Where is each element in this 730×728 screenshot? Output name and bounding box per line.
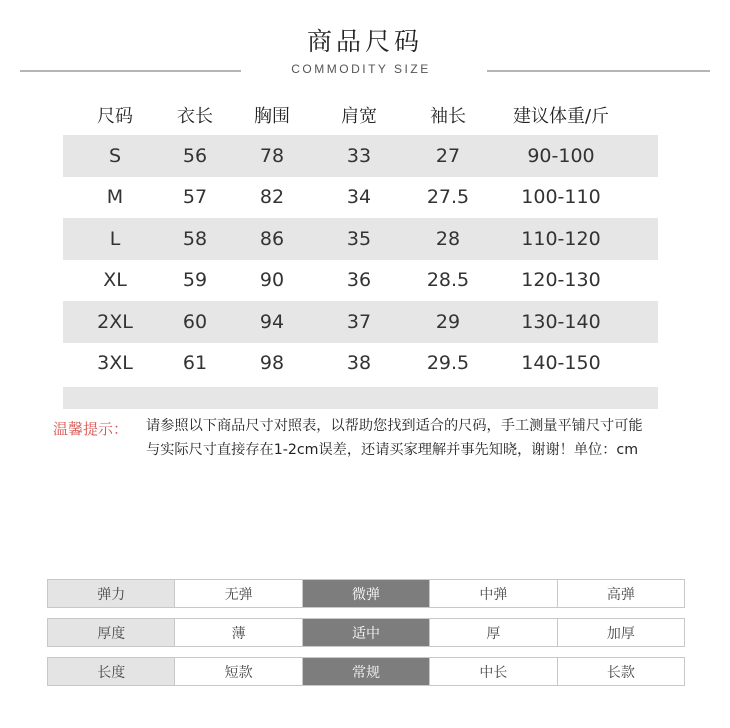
tips-label: 温馨提示： bbox=[53, 420, 129, 438]
table-cell: 82 bbox=[259, 186, 285, 209]
table-row bbox=[63, 301, 658, 343]
attribute-row-length bbox=[47, 657, 685, 686]
attribute-option: 适中 bbox=[302, 619, 429, 646]
attribute-label: 长度 bbox=[48, 658, 174, 685]
table-cell: M bbox=[106, 186, 124, 209]
column-header: 尺码 bbox=[97, 106, 133, 127]
column-header: 袖长 bbox=[430, 106, 466, 127]
table-cell: 94 bbox=[259, 310, 285, 333]
table-cell: 37 bbox=[346, 310, 372, 333]
size-table bbox=[63, 95, 658, 384]
table-cell: 3XL bbox=[97, 352, 133, 375]
page-title: 商品尺码 bbox=[306, 27, 423, 56]
attribute-option: 无弹 bbox=[174, 580, 301, 607]
table-footer-band bbox=[63, 387, 658, 409]
table-cell: 34 bbox=[346, 186, 372, 209]
attribute-option: 常规 bbox=[302, 658, 429, 685]
attribute-option: 薄 bbox=[174, 619, 301, 646]
table-cell: 36 bbox=[346, 269, 372, 292]
table-cell: 120-130 bbox=[521, 269, 601, 292]
column-header: 建议体重/斤 bbox=[512, 106, 610, 127]
table-row bbox=[63, 260, 658, 302]
column-header: 衣长 bbox=[177, 106, 213, 127]
table-cell: 38 bbox=[346, 352, 372, 375]
table-cell: 90-100 bbox=[527, 144, 595, 167]
attribute-row-thickness bbox=[47, 618, 685, 647]
table-cell: 28 bbox=[435, 227, 461, 250]
attribute-label: 厚度 bbox=[48, 619, 174, 646]
table-cell: 29.5 bbox=[426, 352, 470, 375]
table-cell: 59 bbox=[182, 269, 208, 292]
table-cell: 110-120 bbox=[521, 227, 601, 250]
table-cell: 29 bbox=[435, 310, 461, 333]
table-row bbox=[63, 177, 658, 219]
attribute-option: 短款 bbox=[174, 658, 301, 685]
table-header-row bbox=[63, 95, 658, 135]
attribute-option: 加厚 bbox=[557, 619, 684, 646]
attribute-option: 微弹 bbox=[302, 580, 429, 607]
table-row bbox=[63, 135, 658, 177]
table-cell: 90 bbox=[259, 269, 285, 292]
attribute-option: 中弹 bbox=[429, 580, 556, 607]
attribute-option: 高弹 bbox=[557, 580, 684, 607]
table-cell: 58 bbox=[182, 227, 208, 250]
table-cell: 35 bbox=[346, 227, 372, 250]
attribute-option: 中长 bbox=[429, 658, 556, 685]
table-cell: 2XL bbox=[97, 310, 133, 333]
table-cell: 27.5 bbox=[426, 186, 470, 209]
attribute-grid bbox=[47, 579, 685, 696]
table-cell: L bbox=[109, 227, 121, 250]
attribute-option: 长款 bbox=[557, 658, 684, 685]
table-cell: 86 bbox=[259, 227, 285, 250]
column-header: 胸围 bbox=[254, 106, 290, 127]
table-cell: 27 bbox=[435, 144, 461, 167]
table-cell: 100-110 bbox=[521, 186, 601, 209]
table-cell: XL bbox=[103, 269, 127, 292]
table-cell: 98 bbox=[259, 352, 285, 375]
attribute-row-elasticity bbox=[47, 579, 685, 608]
attribute-label: 弹力 bbox=[48, 580, 174, 607]
table-cell: 78 bbox=[259, 144, 285, 167]
table-row bbox=[63, 343, 658, 385]
column-header: 肩宽 bbox=[341, 106, 377, 127]
page-subtitle: COMMODITY SIZE bbox=[291, 62, 431, 76]
tips-text: 请参照以下商品尺寸对照表，以帮助您找到适合的尺码，手工测量平铺尺寸可能与实际尺寸直接存在1-2cm误差，还请买家理解并事先知晓，谢谢！单位：cm bbox=[146, 418, 643, 458]
attribute-option: 厚 bbox=[429, 619, 556, 646]
table-cell: 57 bbox=[182, 186, 208, 209]
table-cell: 60 bbox=[182, 310, 208, 333]
table-cell: 28.5 bbox=[426, 269, 470, 292]
table-cell: 140-150 bbox=[521, 352, 601, 375]
table-cell: 61 bbox=[182, 352, 208, 375]
table-cell: 33 bbox=[346, 144, 372, 167]
right-divider bbox=[487, 70, 710, 72]
table-cell: 130-140 bbox=[521, 310, 601, 333]
table-cell: 56 bbox=[182, 144, 208, 167]
table-cell: S bbox=[108, 144, 122, 167]
table-row bbox=[63, 218, 658, 260]
